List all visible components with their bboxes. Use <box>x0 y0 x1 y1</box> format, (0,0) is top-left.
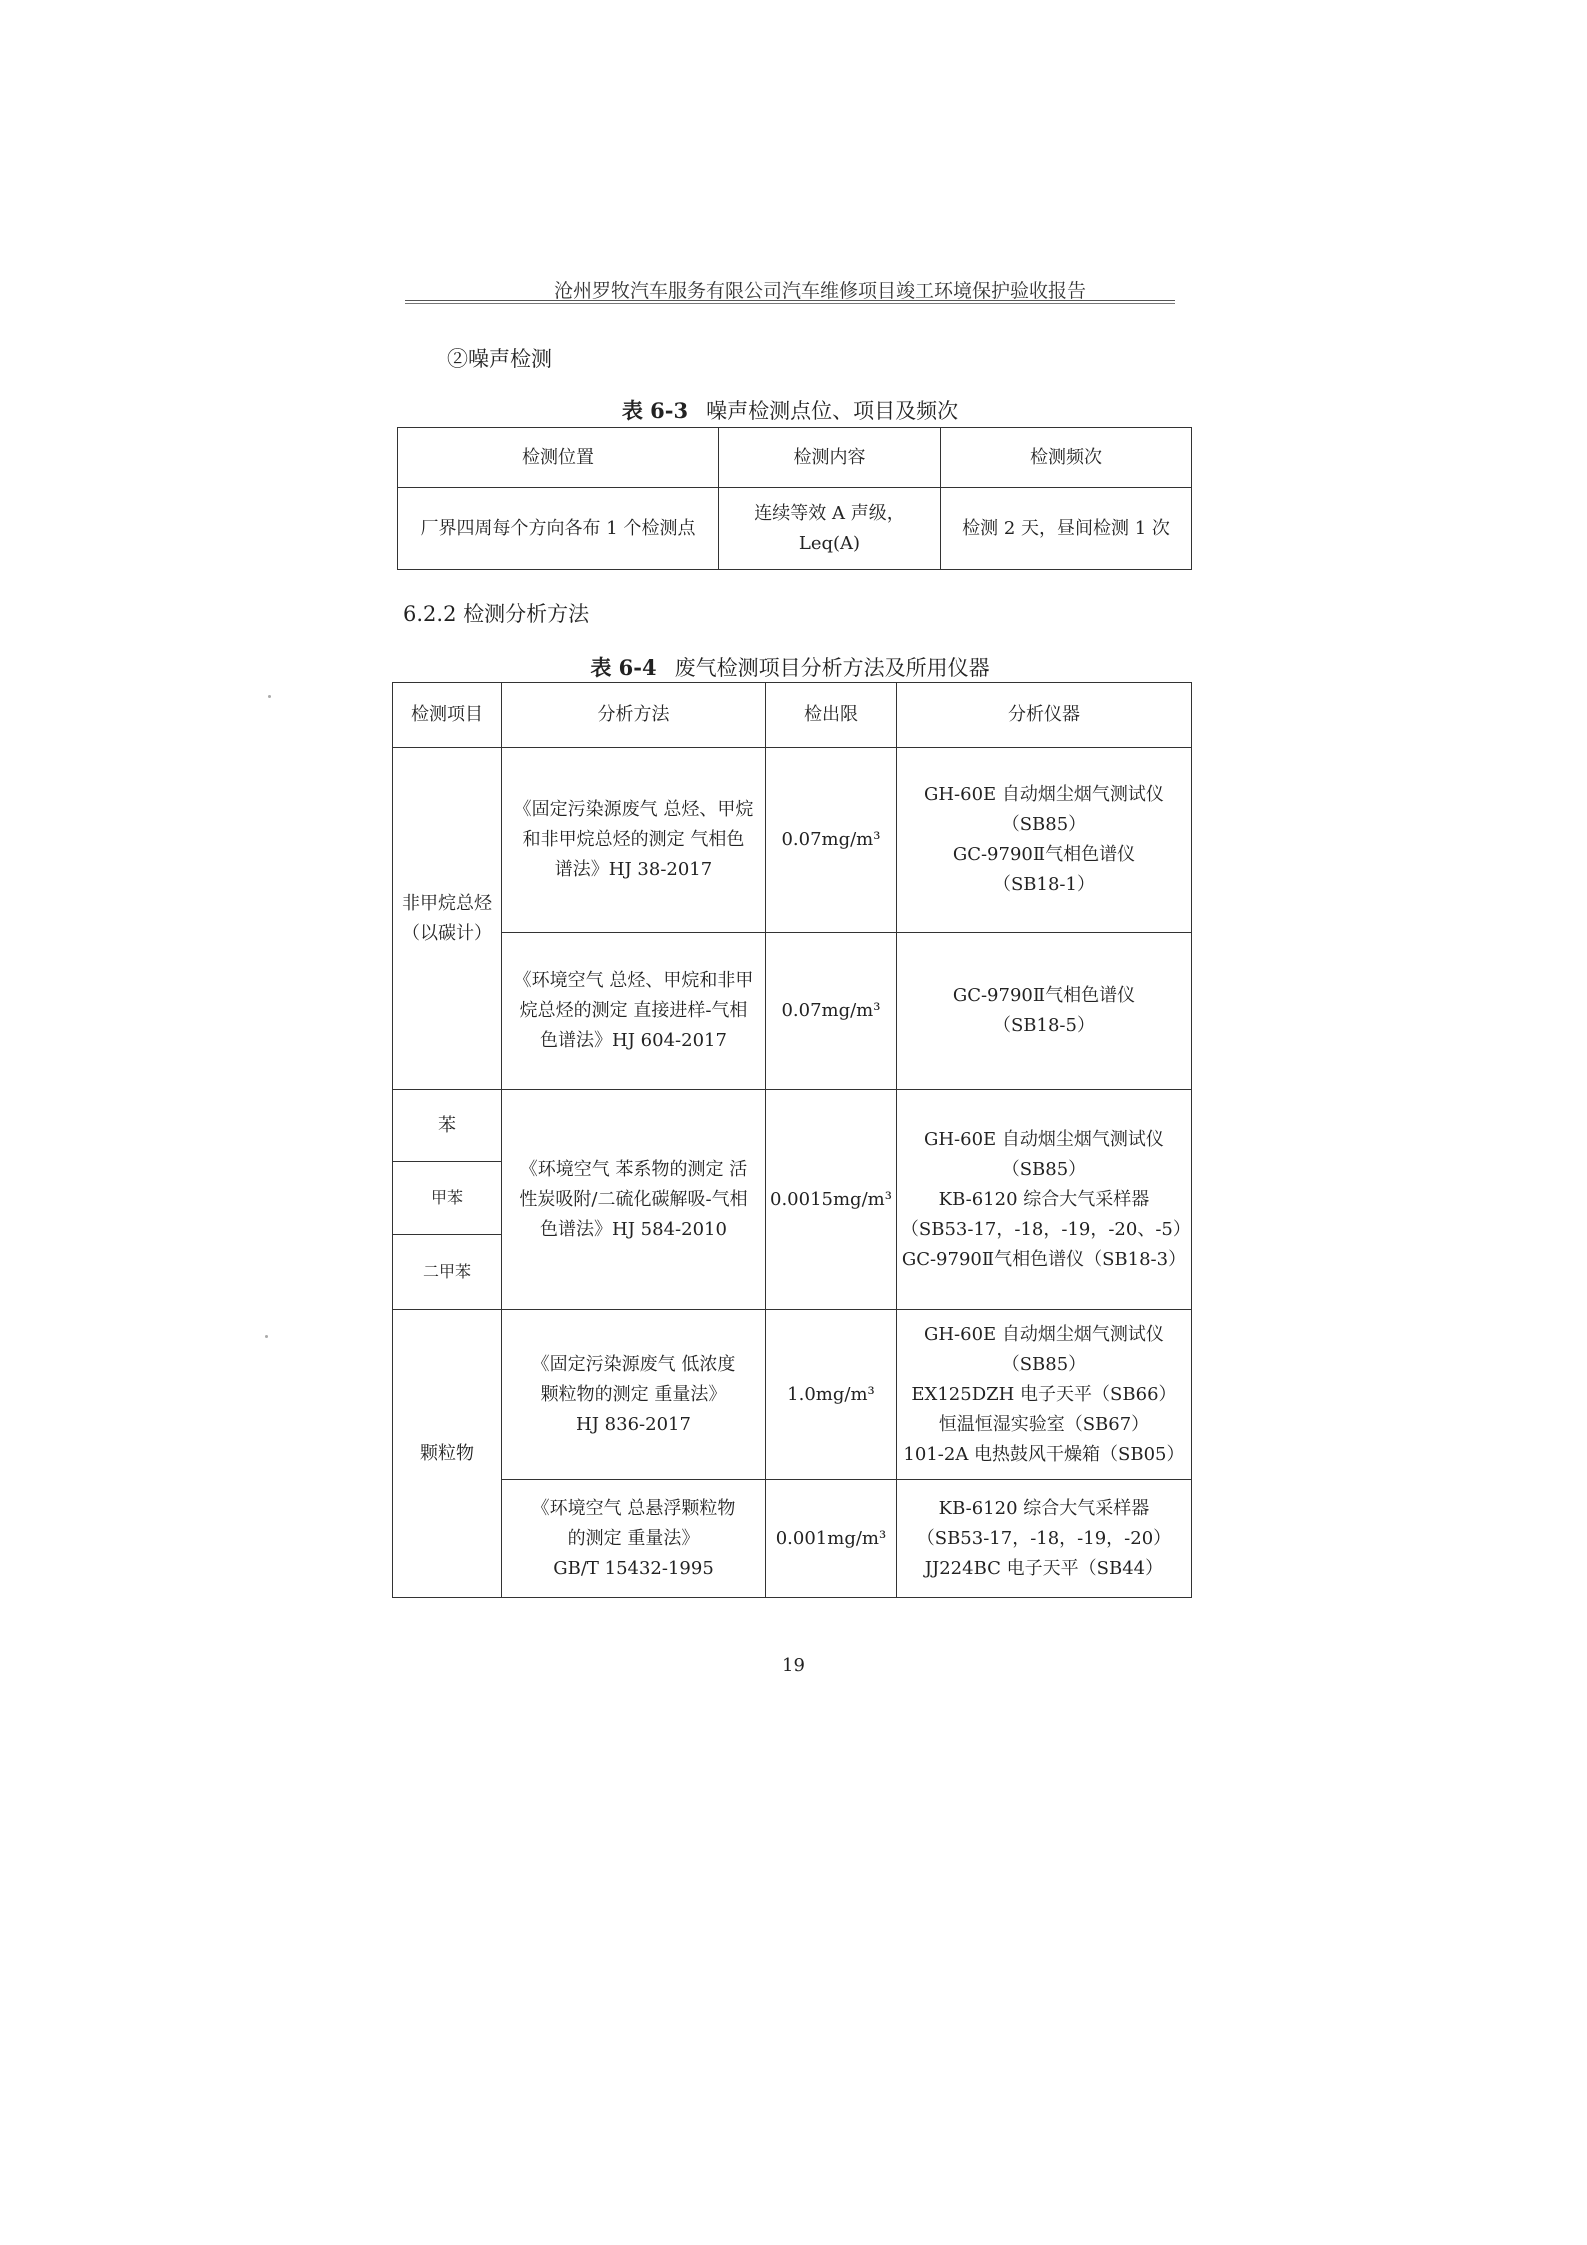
instrument-cell <box>896 1480 1191 1598</box>
table-6-3-cell-location: 厂界四周每个方向各布 1 个检测点 <box>398 488 719 570</box>
table-6-3-header-location: 检测位置 <box>398 428 719 488</box>
method-line: 烷总烃的测定 直接进样-气相 <box>519 1000 748 1021</box>
method-line: 性炭吸附/二硫化碳解吸-气相 <box>519 1188 748 1210</box>
instrument-cell <box>896 933 1191 1090</box>
table-6-4-header-item: 检测项目 <box>393 683 502 748</box>
item-nmhc-line: （以碳计） <box>402 922 492 944</box>
limit-cell: 0.07mg/m³ <box>766 933 897 1090</box>
instrument-line: JJ224BC 电子天平（SB44） <box>924 1557 1164 1579</box>
subheading-6-2-2: 6.2.2 检测分析方法 <box>403 602 590 626</box>
instrument-line: GC-9790Ⅱ气相色谱仪（SB18-3） <box>901 1248 1187 1270</box>
scan-speck <box>268 695 271 698</box>
item-nmhc <box>393 748 502 1090</box>
table-6-3-header-content: 检测内容 <box>719 428 941 488</box>
method-line: 谱法》HJ 38-2017 <box>554 859 713 880</box>
instrument-cell <box>896 1090 1191 1310</box>
header-rule-secondary <box>405 303 1175 304</box>
document-header-title: 沧州罗牧汽车服务有限公司汽车维修项目竣工环境保护验收报告 <box>553 280 1086 302</box>
instrument-cell <box>896 1310 1191 1480</box>
method-line: 颗粒物的测定 重量法》 <box>540 1383 727 1405</box>
table-6-4-header-limit: 检出限 <box>766 683 897 748</box>
limit-cell: 1.0mg/m³ <box>766 1310 897 1480</box>
table-6-4-caption-num: 表 6-4 <box>590 655 657 680</box>
instrument-line: （SB85） <box>1001 1353 1087 1375</box>
instrument-line: GH-60E 自动烟尘烟气测试仪 <box>923 784 1164 805</box>
instrument-line: GC-9790Ⅱ气相色谱仪 <box>952 844 1136 865</box>
table-6-3-caption <box>390 395 1190 425</box>
item-particulate: 颗粒物 <box>393 1310 502 1598</box>
instrument-line: 101-2A 电热鼓风干燥箱（SB05） <box>903 1443 1185 1465</box>
table-6-3 <box>397 427 1192 570</box>
limit-cell: 0.001mg/m³ <box>766 1480 897 1598</box>
table-6-3-header-frequency: 检测频次 <box>941 428 1192 488</box>
instrument-line: （SB85） <box>1001 814 1087 835</box>
method-line: 《固定污染源废气 低浓度 <box>531 1353 736 1375</box>
item-toluene: 甲苯 <box>393 1162 502 1235</box>
instrument-line: （SB53-17，-18，-19，-20、-5） <box>900 1218 1191 1240</box>
instrument-line: GH-60E 自动烟尘烟气测试仪 <box>923 1323 1164 1345</box>
instrument-line: KB-6120 综合大气采样器 <box>938 1497 1150 1519</box>
page-number: 19 <box>782 1655 805 1676</box>
method-line: GB/T 15432-1995 <box>553 1557 714 1579</box>
section-label: ②噪声检测 <box>447 347 552 371</box>
method-cell <box>502 1310 766 1480</box>
instrument-line: KB-6120 综合大气采样器 <box>938 1188 1150 1210</box>
content-line: 连续等效 A 声级， <box>754 502 905 524</box>
method-cell <box>502 933 766 1090</box>
content-line: Leq(A) <box>798 532 861 554</box>
item-xylene: 二甲苯 <box>393 1235 502 1310</box>
method-cell <box>502 748 766 933</box>
method-line: 《环境空气 总悬浮颗粒物 <box>531 1497 736 1519</box>
method-cell <box>502 1480 766 1598</box>
method-line: 和非甲烷总烃的测定 气相色 <box>522 829 745 850</box>
instrument-line: GC-9790Ⅱ气相色谱仪 <box>952 985 1136 1006</box>
instrument-line: （SB53-17，-18，-19，-20） <box>916 1527 1172 1549</box>
method-cell <box>502 1090 766 1310</box>
limit-cell: 0.0015mg/m³ <box>766 1090 897 1310</box>
table-6-4-header-instrument: 分析仪器 <box>896 683 1191 748</box>
table-6-3-caption-num: 表 6-3 <box>621 398 689 423</box>
item-benzene: 苯 <box>393 1090 502 1162</box>
instrument-line: （SB18-1） <box>992 874 1095 895</box>
table-6-4-caption <box>390 652 1190 682</box>
table-6-3-cell-frequency: 检测 2 天，昼间检测 1 次 <box>941 488 1192 570</box>
instrument-line: （SB85） <box>1001 1158 1087 1180</box>
method-line: 《固定污染源废气 总烃、甲烷 <box>513 799 754 820</box>
method-line: 的测定 重量法》 <box>567 1527 700 1549</box>
table-6-3-caption-text: 噪声检测点位、项目及频次 <box>706 399 959 423</box>
method-line: 色谱法》HJ 604-2017 <box>540 1030 727 1051</box>
item-nmhc-line: 非甲烷总烃 <box>402 892 492 914</box>
limit-cell: 0.07mg/m³ <box>766 748 897 933</box>
method-line: 《环境空气 总烃、甲烷和非甲 <box>513 970 754 991</box>
method-line: HJ 836-2017 <box>576 1413 691 1435</box>
instrument-line: （SB18-5） <box>992 1015 1095 1036</box>
method-line: 《环境空气 苯系物的测定 活 <box>519 1158 748 1180</box>
header-rule <box>405 300 1175 301</box>
instrument-line: 恒温恒湿实验室（SB67） <box>938 1413 1150 1435</box>
table-6-4-caption-text: 废气检测项目分析方法及所用仪器 <box>674 656 990 680</box>
instrument-line: EX125DZH 电子天平（SB66） <box>911 1383 1177 1405</box>
instrument-cell <box>896 748 1191 933</box>
scan-speck <box>265 1335 268 1338</box>
table-6-4 <box>392 682 1192 1598</box>
method-line: 色谱法》HJ 584-2010 <box>540 1218 727 1240</box>
instrument-line: GH-60E 自动烟尘烟气测试仪 <box>923 1128 1164 1150</box>
table-6-3-cell-content <box>719 488 941 570</box>
table-6-4-header-method: 分析方法 <box>502 683 766 748</box>
